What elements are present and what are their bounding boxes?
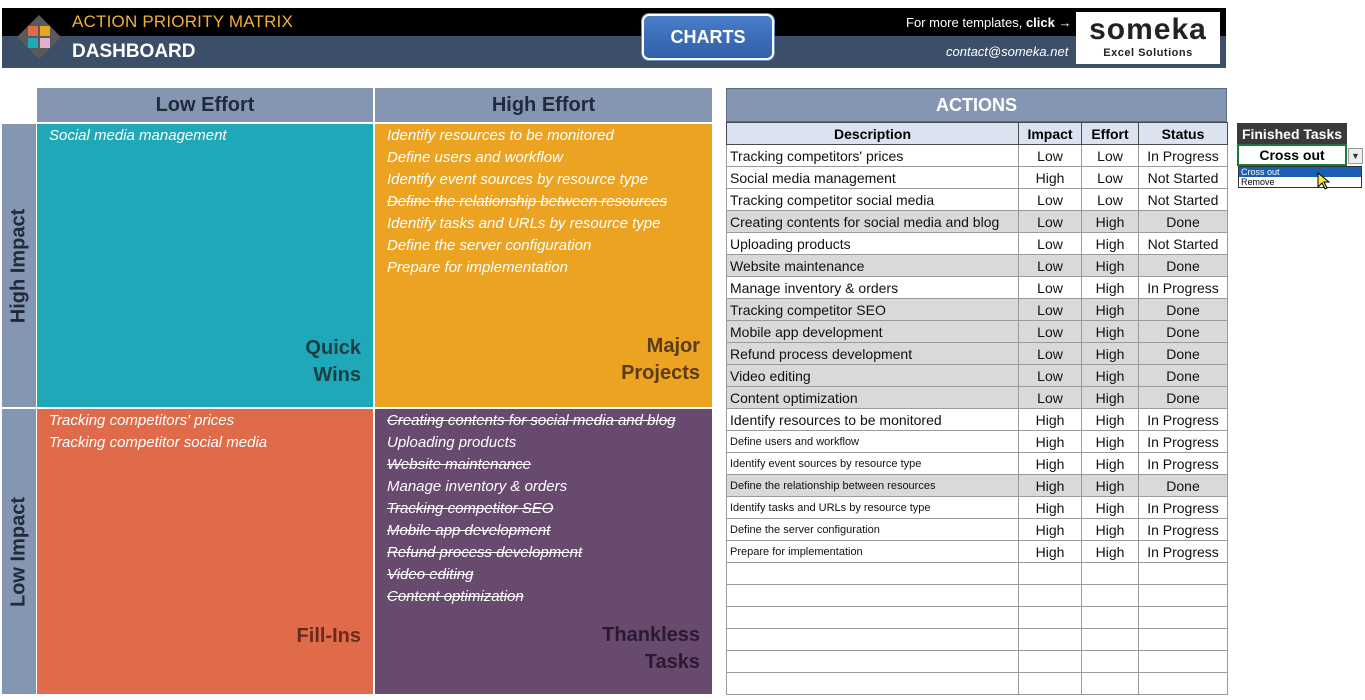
empty-cell[interactable] [1019, 673, 1082, 695]
quadrant-task: Video editing [387, 566, 474, 583]
empty-cell[interactable] [1019, 629, 1082, 651]
cell-effort[interactable]: High [1082, 387, 1139, 409]
cell-description[interactable]: Identify event sources by resource type [727, 453, 1019, 475]
quadrant-task: Website maintenance [387, 456, 531, 473]
empty-cell[interactable] [727, 585, 1019, 607]
column-header-description[interactable]: Description [727, 123, 1019, 145]
cell-description[interactable]: Define the relationship between resources [727, 475, 1019, 497]
cell-effort[interactable]: High [1082, 233, 1139, 255]
empty-cell[interactable] [727, 629, 1019, 651]
cell-status[interactable]: Not Started [1139, 233, 1228, 255]
cell-impact[interactable]: Low [1019, 277, 1082, 299]
actions-panel [726, 88, 1227, 695]
empty-cell[interactable] [1082, 607, 1139, 629]
table-row[interactable] [727, 475, 1228, 497]
cell-status[interactable]: In Progress [1139, 409, 1228, 431]
cell-description[interactable]: Define the server configuration [727, 519, 1019, 541]
cell-impact[interactable]: High [1019, 167, 1082, 189]
empty-table-row[interactable] [727, 563, 1228, 585]
quadrant-task: Uploading products [387, 434, 517, 451]
quadrant-task: Tracking competitor SEO [387, 500, 554, 517]
mouse-cursor-icon [1317, 172, 1331, 190]
cell-status[interactable]: Done [1139, 387, 1228, 409]
cell-status[interactable]: Done [1139, 211, 1228, 233]
cell-status[interactable]: Not Started [1139, 167, 1228, 189]
quadrant-task: Identify tasks and URLs by resource type [387, 215, 661, 232]
cell-effort[interactable]: High [1082, 497, 1139, 519]
empty-cell[interactable] [727, 563, 1019, 585]
empty-table-row[interactable] [727, 585, 1228, 607]
table-row[interactable] [727, 497, 1228, 519]
finished-tasks-select[interactable]: Cross out [1237, 144, 1347, 166]
cell-impact[interactable]: High [1019, 541, 1082, 563]
cell-status[interactable]: In Progress [1139, 453, 1228, 475]
contact-email[interactable]: contact@someka.net [946, 44, 1069, 59]
table-row[interactable] [727, 343, 1228, 365]
table-row[interactable] [727, 519, 1228, 541]
empty-cell[interactable] [1019, 651, 1082, 673]
actions-table-body [727, 145, 1228, 695]
actions-title: ACTIONS [726, 88, 1227, 122]
cell-effort[interactable]: High [1082, 255, 1139, 277]
column-header-effort[interactable]: Effort [1082, 123, 1139, 145]
empty-cell[interactable] [1019, 563, 1082, 585]
quadrant-major-projects [375, 124, 712, 407]
more-templates-text: For more templates, [906, 15, 1026, 30]
cell-impact[interactable]: Low [1019, 365, 1082, 387]
cell-effort[interactable]: High [1082, 211, 1139, 233]
actions-table-header [727, 123, 1228, 145]
cell-effort[interactable]: High [1082, 365, 1139, 387]
finished-tasks-options [1238, 166, 1362, 188]
cell-description[interactable]: Tracking competitors' prices [727, 145, 1019, 167]
quadrant-label-line: Major [646, 335, 700, 357]
cell-impact[interactable]: High [1019, 519, 1082, 541]
quadrant-label-line: Tasks [644, 651, 700, 673]
empty-cell[interactable] [1139, 563, 1228, 585]
cell-description[interactable]: Identify tasks and URLs by resource type [727, 497, 1019, 519]
empty-cell[interactable] [1082, 673, 1139, 695]
cell-impact[interactable]: Low [1019, 321, 1082, 343]
cell-description[interactable]: Creating contents for social media and blog [727, 211, 1019, 233]
cell-effort[interactable]: Low [1082, 189, 1139, 211]
quadrant-label-line: Projects [621, 362, 700, 384]
cell-effort[interactable]: High [1082, 453, 1139, 475]
charts-button[interactable]: CHARTS [642, 14, 774, 60]
empty-table-row[interactable] [727, 607, 1228, 629]
quadrant-label-line: Fill-Ins [296, 625, 361, 647]
empty-table-row[interactable] [727, 651, 1228, 673]
cell-status[interactable]: In Progress [1139, 431, 1228, 453]
cell-effort[interactable]: High [1082, 321, 1139, 343]
empty-cell[interactable] [1139, 673, 1228, 695]
row-header-high-impact-label: High Impact [7, 208, 30, 323]
cell-effort[interactable]: High [1082, 431, 1139, 453]
empty-table-row[interactable] [727, 673, 1228, 695]
table-row[interactable] [727, 321, 1228, 343]
cell-status[interactable]: Done [1139, 365, 1228, 387]
row-header-high-impact [2, 124, 36, 407]
cell-description[interactable]: Mobile app development [727, 321, 1019, 343]
matrix-logo-icon [16, 14, 62, 60]
cell-impact[interactable]: Low [1019, 189, 1082, 211]
table-row[interactable] [727, 431, 1228, 453]
empty-cell[interactable] [1019, 585, 1082, 607]
table-row[interactable] [727, 365, 1228, 387]
table-row[interactable] [727, 233, 1228, 255]
finished-tasks-label: Finished Tasks [1237, 123, 1347, 144]
cell-impact[interactable]: High [1019, 475, 1082, 497]
cell-impact[interactable]: Low [1019, 233, 1082, 255]
table-row[interactable] [727, 387, 1228, 409]
table-row[interactable] [727, 409, 1228, 431]
quadrant-label-line: Wins [313, 364, 361, 386]
table-row[interactable] [727, 299, 1228, 321]
window-top-strip [0, 0, 1365, 8]
quadrant-task: Mobile app development [387, 522, 551, 539]
cell-status[interactable]: Done [1139, 299, 1228, 321]
cell-status[interactable]: In Progress [1139, 541, 1228, 563]
quadrant-task: Refund process development [387, 544, 583, 561]
cell-impact[interactable]: Low [1019, 145, 1082, 167]
cell-effort[interactable]: High [1082, 541, 1139, 563]
dropdown-option[interactable]: Remove [1241, 177, 1275, 187]
column-header-status[interactable]: Status [1139, 123, 1228, 145]
empty-cell[interactable] [1082, 563, 1139, 585]
empty-cell[interactable] [1019, 607, 1082, 629]
quadrant-label-fill-ins [297, 623, 361, 650]
quadrant-thankless-tasks [375, 409, 712, 694]
table-row[interactable] [727, 541, 1228, 563]
more-templates-click[interactable]: click → [1025, 15, 1072, 30]
cell-description[interactable]: Refund process development [727, 343, 1019, 365]
table-row[interactable] [727, 189, 1228, 211]
quadrant-task: Content optimization [387, 588, 524, 605]
cell-description[interactable]: Tracking competitor SEO [727, 299, 1019, 321]
cell-status[interactable]: In Progress [1139, 519, 1228, 541]
cell-status[interactable]: Not Started [1139, 189, 1228, 211]
quadrant-task: Manage inventory & orders [387, 478, 568, 495]
cell-effort[interactable]: High [1082, 409, 1139, 431]
cell-description[interactable]: Manage inventory & orders [727, 277, 1019, 299]
cell-status[interactable]: Done [1139, 321, 1228, 343]
quadrant-label-quick-wins [305, 335, 361, 389]
quadrant-fill-ins [37, 409, 373, 694]
more-templates-link[interactable] [906, 15, 1071, 30]
quadrant-task: Prepare for implementation [387, 259, 568, 276]
cell-description[interactable]: Social media management [727, 167, 1019, 189]
empty-cell[interactable] [1139, 651, 1228, 673]
page-title: DASHBOARD [72, 41, 196, 62]
quadrant-task-list [387, 125, 667, 279]
cell-description[interactable]: Prepare for implementation [727, 541, 1019, 563]
dropdown-arrow-icon[interactable]: ▼ [1348, 148, 1363, 164]
table-row[interactable] [727, 453, 1228, 475]
empty-cell[interactable] [1082, 629, 1139, 651]
quadrant-label-line: Thankless [602, 624, 700, 646]
quadrant-task: Creating contents for social media and blog [387, 412, 676, 429]
table-row[interactable] [727, 255, 1228, 277]
quadrant-quick-wins [37, 124, 373, 407]
table-row[interactable] [727, 167, 1228, 189]
quadrant-task: Tracking competitor social media [49, 434, 268, 451]
empty-cell[interactable] [1139, 607, 1228, 629]
cell-status[interactable]: In Progress [1139, 145, 1228, 167]
empty-cell[interactable] [727, 673, 1019, 695]
cell-description[interactable]: Tracking competitor social media [727, 189, 1019, 211]
quadrant-task: Identify event sources by resource type [387, 171, 648, 188]
cell-status[interactable]: Done [1139, 255, 1228, 277]
cell-impact[interactable]: Low [1019, 343, 1082, 365]
quadrant-task-list [49, 410, 267, 454]
cell-effort[interactable]: Low [1082, 167, 1139, 189]
dropdown-option[interactable]: Cross out [1239, 167, 1361, 177]
empty-cell[interactable] [1082, 651, 1139, 673]
cell-effort[interactable]: High [1082, 519, 1139, 541]
quadrant-task: Social media management [49, 127, 227, 144]
quadrant-task-list [49, 125, 227, 147]
cell-impact[interactable]: High [1019, 431, 1082, 453]
quadrant-label-major-projects [621, 333, 700, 387]
cell-effort[interactable]: High [1082, 343, 1139, 365]
cell-effort[interactable]: High [1082, 475, 1139, 497]
cell-impact[interactable]: Low [1019, 387, 1082, 409]
cell-impact[interactable]: High [1019, 497, 1082, 519]
quadrant-task: Tracking competitors' prices [49, 412, 235, 429]
empty-cell[interactable] [1082, 585, 1139, 607]
cell-effort[interactable]: Low [1082, 145, 1139, 167]
cell-description[interactable]: Uploading products [727, 233, 1019, 255]
column-header-high-effort: High Effort [375, 88, 712, 122]
quadrant-label-line: Quick [305, 337, 361, 359]
cell-description[interactable]: Define users and workflow [727, 431, 1019, 453]
cell-status[interactable]: In Progress [1139, 277, 1228, 299]
cell-description[interactable]: Identify resources to be monitored [727, 409, 1019, 431]
cell-status[interactable]: Done [1139, 343, 1228, 365]
table-row[interactable] [727, 145, 1228, 167]
cell-effort[interactable]: High [1082, 277, 1139, 299]
app-title: ACTION PRIORITY MATRIX [72, 12, 294, 31]
cell-impact[interactable]: Low [1019, 255, 1082, 277]
empty-cell[interactable] [1139, 629, 1228, 651]
cell-impact[interactable]: High [1019, 453, 1082, 475]
table-row[interactable] [727, 211, 1228, 233]
cell-description[interactable]: Content optimization [727, 387, 1019, 409]
column-header-low-effort: Low Effort [37, 88, 373, 122]
column-header-impact[interactable]: Impact [1019, 123, 1082, 145]
quadrant-task: Define the relationship between resources [387, 193, 668, 210]
actions-table [726, 122, 1228, 695]
cell-impact[interactable]: High [1019, 409, 1082, 431]
brand-logo[interactable] [1076, 12, 1220, 64]
table-row[interactable] [727, 277, 1228, 299]
cell-impact[interactable]: Low [1019, 299, 1082, 321]
empty-cell[interactable] [727, 651, 1019, 673]
quadrant-label-thankless-tasks [602, 622, 700, 676]
empty-cell[interactable] [727, 607, 1019, 629]
dashboard-header [2, 8, 1226, 68]
quadrant-task: Define users and workflow [387, 149, 563, 166]
cell-description[interactable]: Video editing [727, 365, 1019, 387]
cell-impact[interactable]: Low [1019, 211, 1082, 233]
empty-table-row[interactable] [727, 629, 1228, 651]
quadrant-task: Define the server configuration [387, 237, 592, 254]
cell-status[interactable]: In Progress [1139, 497, 1228, 519]
brand-name: someka [1089, 13, 1207, 46]
cell-status[interactable]: Done [1139, 475, 1228, 497]
row-header-low-impact [2, 409, 36, 694]
row-header-low-impact-label: Low Impact [7, 496, 30, 607]
quadrant-task: Identify resources to be monitored [387, 127, 614, 144]
empty-cell[interactable] [1139, 585, 1228, 607]
cell-effort[interactable]: High [1082, 299, 1139, 321]
cell-description[interactable]: Website maintenance [727, 255, 1019, 277]
brand-tagline: Excel Solutions [1103, 47, 1193, 59]
quadrant-task-list [387, 410, 676, 608]
